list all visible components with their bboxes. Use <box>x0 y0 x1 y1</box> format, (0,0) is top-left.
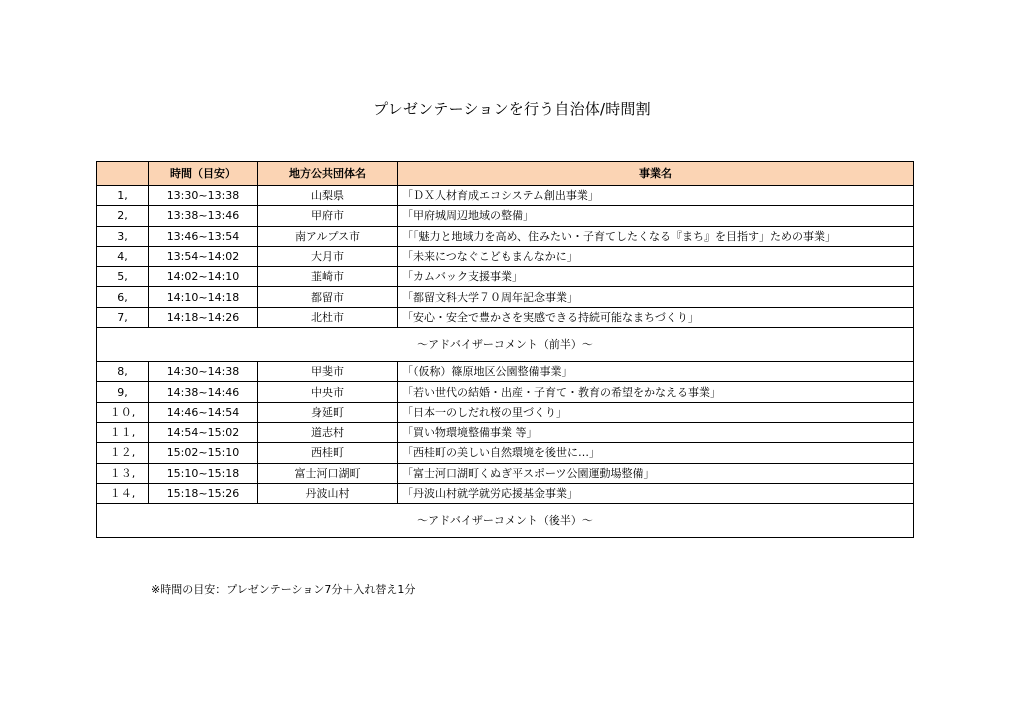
cell-number: 9, <box>97 382 149 402</box>
comment-row <box>97 504 914 538</box>
advisor-comment-first-half: ～アドバイザーコメント（前半）～ <box>97 328 914 362</box>
cell-number: 3, <box>97 226 149 246</box>
cell-municipality: 丹波山村 <box>258 483 398 503</box>
cell-project: 「富士河口湖町くぬぎ平スポーツ公園運動場整備」 <box>398 463 914 483</box>
comment-row <box>97 328 914 362</box>
cell-project: 「（仮称）篠原地区公園整備事業」 <box>398 362 914 382</box>
cell-time: 15:10~15:18 <box>149 463 258 483</box>
table-row <box>97 422 914 442</box>
cell-municipality: 都留市 <box>258 287 398 307</box>
cell-number: １１, <box>97 422 149 442</box>
cell-municipality: 甲府市 <box>258 206 398 226</box>
table-row <box>97 443 914 463</box>
cell-project: 「若い世代の結婚・出産・子育て・教育の希望をかなえる事業」 <box>398 382 914 402</box>
cell-number: 8, <box>97 362 149 382</box>
cell-project: 「未来につなぐこどもまんなかに」 <box>398 246 914 266</box>
schedule-table <box>96 161 914 538</box>
cell-municipality: 道志村 <box>258 422 398 442</box>
table-row <box>97 287 914 307</box>
cell-time: 14:46~14:54 <box>149 402 258 422</box>
cell-municipality: 韮崎市 <box>258 267 398 287</box>
cell-project: 「カムバック支援事業」 <box>398 267 914 287</box>
table-row <box>97 463 914 483</box>
cell-municipality: 中央市 <box>258 382 398 402</box>
header-municipality: 地方公共団体名 <box>258 162 398 186</box>
cell-number: 1, <box>97 186 149 206</box>
cell-municipality: 南アルプス市 <box>258 226 398 246</box>
cell-project: 「丹波山村就学就労応援基金事業」 <box>398 483 914 503</box>
cell-time: 13:30~13:38 <box>149 186 258 206</box>
cell-project: 「「魅力と地域力を高め、住みたい・子育てしたくなる『まち』を目指す」ための事業」 <box>398 226 914 246</box>
advisor-comment-second-half: ～アドバイザーコメント（後半）～ <box>97 504 914 538</box>
cell-municipality: 西桂町 <box>258 443 398 463</box>
cell-municipality: 北杜市 <box>258 307 398 327</box>
cell-project: 「安心・安全で豊かさを実感できる持続可能なまちづくり」 <box>398 307 914 327</box>
time-note: ※時間の目安：プレゼンテーション7分＋入れ替え1分 <box>151 583 416 596</box>
cell-project: 「都留文科大学７０周年記念事業」 <box>398 287 914 307</box>
table-row <box>97 206 914 226</box>
table-row <box>97 362 914 382</box>
cell-project: 「西桂町の美しい自然環境を後世に…」 <box>398 443 914 463</box>
cell-municipality: 山梨県 <box>258 186 398 206</box>
table-row <box>97 226 914 246</box>
table-row <box>97 307 914 327</box>
cell-time: 14:30~14:38 <box>149 362 258 382</box>
cell-time: 13:46~13:54 <box>149 226 258 246</box>
header-project: 事業名 <box>398 162 914 186</box>
cell-number: 2, <box>97 206 149 226</box>
cell-time: 14:18~14:26 <box>149 307 258 327</box>
table-row <box>97 267 914 287</box>
cell-time: 13:54~14:02 <box>149 246 258 266</box>
cell-time: 13:38~13:46 <box>149 206 258 226</box>
cell-project: 「甲府城周辺地域の整備」 <box>398 206 914 226</box>
cell-municipality: 富士河口湖町 <box>258 463 398 483</box>
header-number <box>97 162 149 186</box>
table-row <box>97 382 914 402</box>
cell-number: 4, <box>97 246 149 266</box>
cell-time: 14:54~15:02 <box>149 422 258 442</box>
header-row <box>97 162 914 186</box>
header-time: 時間（目安） <box>149 162 258 186</box>
cell-number: １２, <box>97 443 149 463</box>
cell-municipality: 身延町 <box>258 402 398 422</box>
cell-number: １０, <box>97 402 149 422</box>
cell-time: 15:02~15:10 <box>149 443 258 463</box>
table-row <box>97 483 914 503</box>
cell-number: 7, <box>97 307 149 327</box>
table-row <box>97 402 914 422</box>
cell-project: 「日本一のしだれ桜の里づくり」 <box>398 402 914 422</box>
cell-municipality: 大月市 <box>258 246 398 266</box>
cell-time: 14:02~14:10 <box>149 267 258 287</box>
cell-number: 5, <box>97 267 149 287</box>
cell-number: 6, <box>97 287 149 307</box>
table-row <box>97 186 914 206</box>
cell-project: 「ＤＸ人材育成エコシステム創出事業」 <box>398 186 914 206</box>
cell-project: 「買い物環境整備事業 等」 <box>398 422 914 442</box>
cell-time: 14:10~14:18 <box>149 287 258 307</box>
table-row <box>97 246 914 266</box>
cell-time: 14:38~14:46 <box>149 382 258 402</box>
page-title: プレゼンテーションを行う自治体/時間割 <box>373 100 651 118</box>
cell-municipality: 甲斐市 <box>258 362 398 382</box>
cell-time: 15:18~15:26 <box>149 483 258 503</box>
cell-number: １３, <box>97 463 149 483</box>
cell-number: １４, <box>97 483 149 503</box>
